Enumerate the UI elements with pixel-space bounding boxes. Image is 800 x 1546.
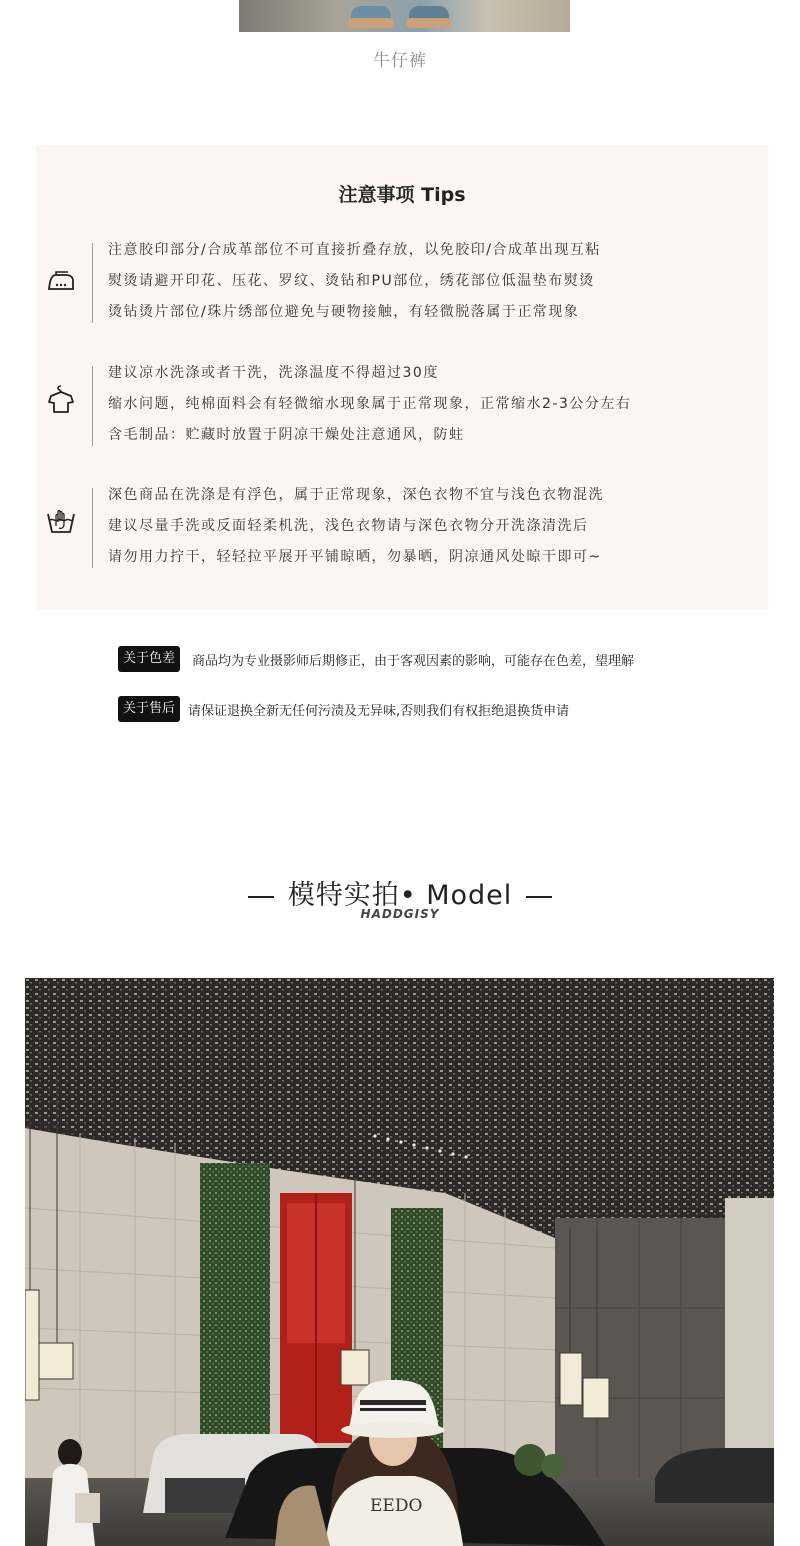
tip-line: 缩水问题，纯棉面料会有轻微缩水现象属于正常现象，正常缩水2-3公分左右 [108, 396, 632, 412]
model-title-text: 模特实拍• Model [287, 880, 513, 911]
title-dash-right [526, 896, 552, 898]
model-photo-scene [25, 978, 774, 1546]
tip-text [108, 480, 604, 573]
tip-divider [92, 488, 93, 568]
shirt-print-text: EEDO [370, 1496, 423, 1516]
tip-line: 烫钻烫片部位/珠片绣部位避免与硬物接触，有轻微脱落属于正常现象 [108, 304, 580, 320]
tip-divider [92, 366, 93, 446]
tip-line: 建议尽量手洗或反面轻柔机洗，浅色衣物请与深色衣物分开洗涤清洗后 [108, 518, 589, 534]
sole-right [406, 18, 452, 28]
model-photo [25, 978, 774, 1546]
tip-line: 注意胶印部分/合成革部位不可直接折叠存放，以免胶印/合成革出现互粘 [108, 242, 601, 258]
note-after-sales [118, 695, 569, 723]
note-badge: 关于售后 [118, 696, 180, 722]
iron-icon [46, 267, 76, 297]
care-tips-card [36, 145, 768, 610]
product-photo-strip [239, 0, 570, 32]
note-text: 请保证退换全新无任何污渍及无异味,否则我们有权拒绝退换货申请 [188, 703, 570, 719]
hand-wash-icon [46, 506, 76, 536]
note-text: 商品均为专业摄影师后期修正，由于客观因素的影响，可能存在色差，望理解 [192, 653, 635, 669]
tip-line: 含毛制品：贮藏时放置于阴凉干燥处注意通风，防蛀 [108, 427, 465, 443]
tip-text [108, 235, 601, 328]
brand-subtitle: HADDGISY [360, 907, 440, 921]
note-badge: 关于色差 [118, 646, 180, 672]
tip-divider [92, 243, 93, 323]
title-dash-left [248, 896, 274, 898]
tip-text [108, 358, 631, 451]
tip-line: 建议凉水洗涤或者干洗，洗涤温度不得超过30度 [108, 365, 439, 381]
tips-title: 注意事项 Tips [338, 184, 466, 206]
hanger-shirt-icon [46, 384, 76, 414]
note-color-difference [118, 645, 634, 673]
photo-caption: 牛仔裤 [373, 51, 427, 71]
tip-line: 熨烫请避开印花、压花、罗纹、烫钻和PU部位，绣花部位低温垫布熨烫 [108, 273, 595, 289]
tip-line: 请勿用力拧干，轻轻拉平展开平铺晾晒，勿暴晒，阴凉通风处晾干即可~ [108, 549, 602, 565]
tip-line: 深色商品在洗涤是有浮色，属于正常现象，深色衣物不宜与浅色衣物混洗 [108, 487, 604, 503]
sole-left [348, 18, 394, 28]
